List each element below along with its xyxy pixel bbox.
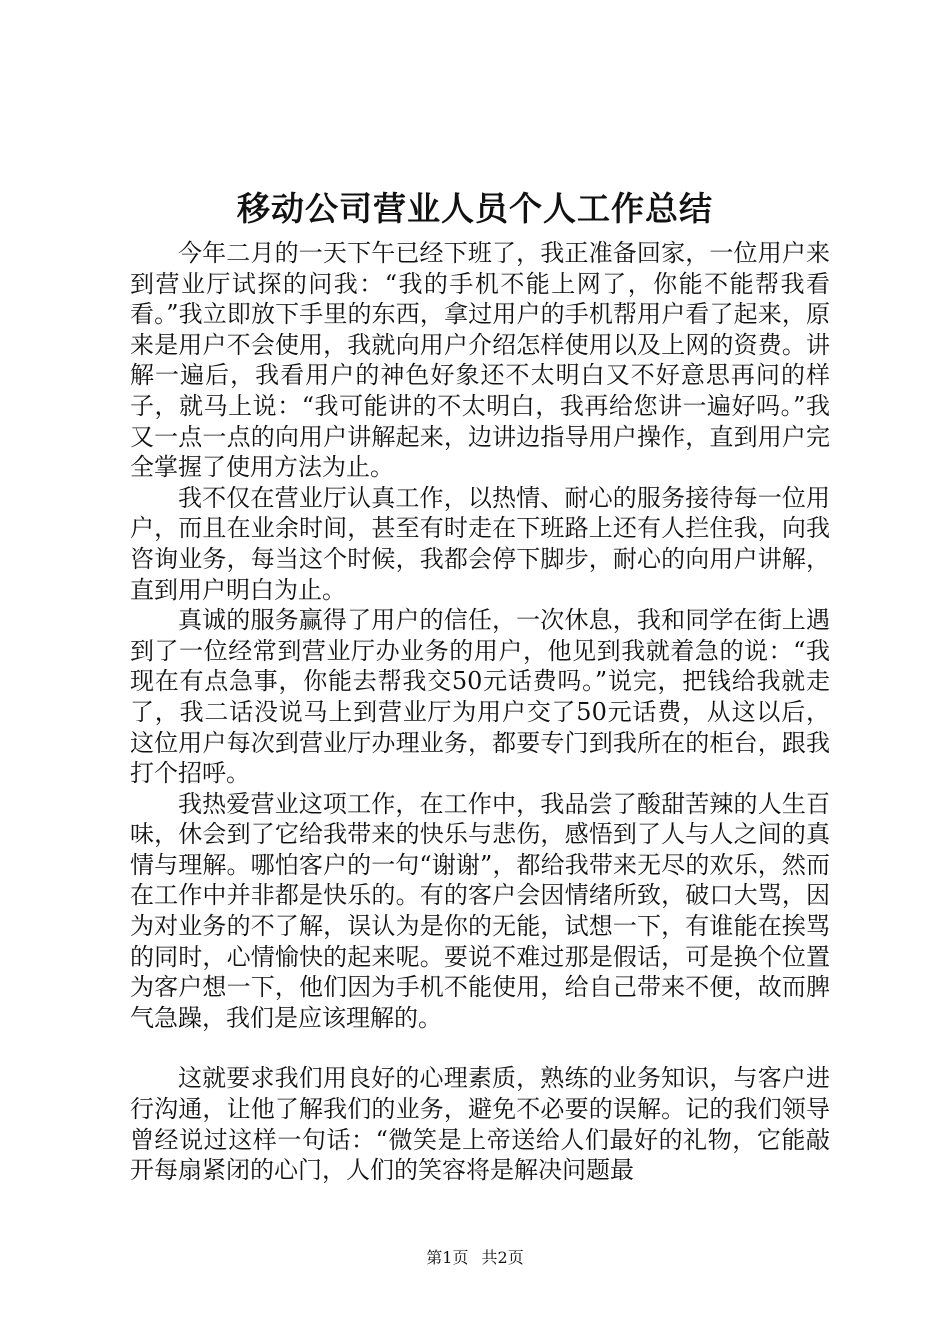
- page-footer: [0, 1247, 950, 1269]
- document-title: 移动公司营业人员个人工作总结: [237, 189, 713, 228]
- paragraph-1: 今年二月的一天下午已经下班了，我正准备回家，一位用户来到营业厅试探的问我：“我的手机不能上网了，你能不能帮我看看。”我立即放下手里的东西，拿过用户的手机帮用户看了起来，原来是用户不会使用，我就向用户介绍怎样使用以及上网的资费。讲解一遍后，我看用户的神色好象还不太明白又不好意思再问的样子，就马上说：“我可能讲的不太明白，我再给您讲一遍好吗。”我又一点一点的向用户讲解起来，边讲边指导用户操作，直到用户完全掌握了使用方法为止。: [130, 239, 830, 482]
- page-number: 第1页: [426, 1248, 469, 1267]
- paragraph-2: 我不仅在营业厅认真工作，以热情、耐心的服务接待每一位用户，而且在业余时间，甚至有时走在下班路上还有人拦住我，向我咨询业务，每当这个时候，我都会停下脚步，耐心的向用户讲解，直到用户明白为止。: [130, 483, 830, 604]
- paragraph-3: 真诚的服务赢得了用户的信任，一次休息，我和同学在街上遇到了一位经常到营业厅办业务的用户，他见到我就着急的说：“我现在有点急事，你能去帮我交50元话费吗。”说完，把钱给我就走了，我二话没说马上到营业厅为用户交了50元话费，从这以后，这位用户每次到营业厅办理业务，都要专门到我所在的柜台，跟我打个招呼。: [130, 606, 830, 788]
- page-total: 共2页: [481, 1248, 524, 1267]
- paragraph-4: 我热爱营业这项工作，在工作中，我品尝了酸甜苦辣的人生百味，休会到了它给我带来的快乐与悲伤，感悟到了人与人之间的真情与理解。哪怕客户的一句“谢谢”，都给我带来无尽的欢乐，然而在工作中并非都是快乐的。有的客户会因情绪所致，破口大骂，因为对业务的不了解，误认为是你的无能，试想一下，有谁能在挨骂的同时，心情愉快的起来呢。要说不难过那是假话，可是换个位置为客户想一下，他们因为手机不能使用，给自己带来不便，故而脾气急躁，我们是应该理解的。: [130, 789, 830, 1032]
- paragraph-5: 这就要求我们用良好的心理素质，熟练的业务知识，与客户进行沟通，让他了解我们的业务，避免不必要的误解。记的我们领导曾经说过这样一句话：“微笑是上帝送给人们最好的礼物，它能敲开每扇紧闭的心门，人们的笑容将是解决问题最: [130, 1064, 830, 1185]
- document-body: [130, 238, 830, 1186]
